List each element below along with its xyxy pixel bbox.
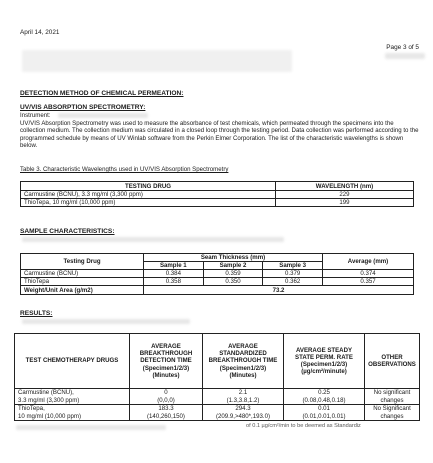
results-header-rate: AVERAGE STEADY STATE PERM. RATE (Specimen1/2/3) (µg/cm²/minute) [284, 334, 365, 389]
results-header-detection: AVERAGE BREAKTHROUGH DETECTION TIME (Specimen1/2/3) (Minutes) [130, 334, 203, 389]
table3-cell: Carmustine (BCNU), 3.3 mg/ml (3,300 ppm) [21, 191, 276, 199]
footnote-fragment: of 0.1 µg/cm²/min to be deemed as Standardiz [246, 423, 361, 429]
sample-cell: ThioTepa [21, 278, 144, 286]
sample-cell: 0.350 [203, 278, 263, 286]
page-number: Page 3 of 5 [386, 44, 419, 51]
results-cell-standardized: 294.3 (209.9,>480*,193.0) [203, 405, 284, 421]
results-cell-standardized: 2.1 (1.3,3.8,1.2) [203, 389, 284, 405]
results-header-drug: TEST CHEMOTHERAPY DRUGS [15, 334, 130, 389]
sample-cell: 0.357 [323, 278, 414, 286]
results-cell-rate: 0.25 (0.08,0.48,0.18) [284, 389, 365, 405]
sample-cell: 0.384 [144, 270, 204, 278]
weight-label: Weight/Unit Area (g/m2) [21, 286, 144, 295]
redacted-footnote [16, 425, 166, 430]
table3-cell: 229 [276, 191, 414, 199]
redacted-header-block [22, 50, 292, 72]
sample-header-s2: Sample 2 [203, 262, 263, 270]
wavelength-table [20, 181, 414, 207]
sample-cell: 0.359 [203, 270, 263, 278]
sample-table [20, 253, 414, 295]
redacted-results-caption [22, 319, 190, 324]
weight-value: 73.2 [144, 286, 414, 295]
sample-header-s1: Sample 1 [144, 262, 204, 270]
results-header-standardized: AVERAGE STANDARDIZED BREAKTHROUGH TIME (Specimen1/2/3) (Minutes) [203, 334, 284, 389]
table3-cell: ThioTepa, 10 mg/ml (10,000 ppm) [21, 199, 276, 207]
results-table [14, 333, 420, 421]
redacted-instrument [58, 113, 148, 118]
sample-heading: SAMPLE CHARACTERISTICS: [20, 228, 115, 235]
results-cell-drug: Carmustine (BCNU), 3.3 mg/ml (3,300 ppm) [15, 389, 130, 405]
sample-header-drug: Testing Drug [21, 254, 144, 270]
report-date: April 14, 2021 [20, 29, 60, 36]
table3-caption: Table 3. Characteristic Wavelengths used in UV/VIS Absorption Spectrometry [20, 166, 229, 173]
method-paragraph: UV/VIS Absorption Spectrometry was used to measure the absorbance of test chemicals, which permeated through the specimens into the collection medium. The collection medium was circulated in a closed loop through the testing period. Data collection was performed according to the programmed schedule by means of UV Winlab software from the Perkin Elmer Corporation. The list of the characteristic wavelengths is shown below. [20, 120, 419, 149]
uvvis-subheading: UV/VIS ABSORPTION SPECTROMETRY: [20, 104, 146, 111]
results-cell-rate: 0.01 (0.01,0.01,0.01) [284, 405, 365, 421]
sample-cell: 0.362 [263, 278, 323, 286]
table3-header-drug: TESTING DRUG [21, 182, 276, 191]
sample-cell: 0.379 [263, 270, 323, 278]
table3-header-wavelength: WAVELENGTH (nm) [276, 182, 414, 191]
redacted-sample-note [22, 237, 284, 242]
sample-header-seam: Seam Thickness (mm) [144, 254, 323, 262]
redacted-text [385, 53, 425, 59]
table3-cell: 199 [276, 199, 414, 207]
results-cell-observations: No significant changes [365, 389, 420, 405]
sample-cell: 0.358 [144, 278, 204, 286]
sample-cell: Carmustine (BCNU) [21, 270, 144, 278]
results-cell-detection: 183.3 (140,260,150) [130, 405, 203, 421]
instrument-label: Instrument: [20, 112, 51, 119]
sample-cell: 0.374 [323, 270, 414, 278]
sample-header-s3: Sample 3 [263, 262, 323, 270]
results-cell-observations: No Significant changes [365, 405, 420, 421]
results-cell-drug: ThioTepa, 10 mg/ml (10,000 ppm) [15, 405, 130, 421]
sample-header-average: Average (mm) [323, 254, 414, 270]
results-header-observations: OTHER OBSERVATIONS [365, 334, 420, 389]
detection-method-heading: DETECTION METHOD OF CHEMICAL PERMEATION: [20, 90, 184, 97]
results-cell-detection: 0 (0,0,0) [130, 389, 203, 405]
results-heading: RESULTS: [20, 310, 53, 317]
